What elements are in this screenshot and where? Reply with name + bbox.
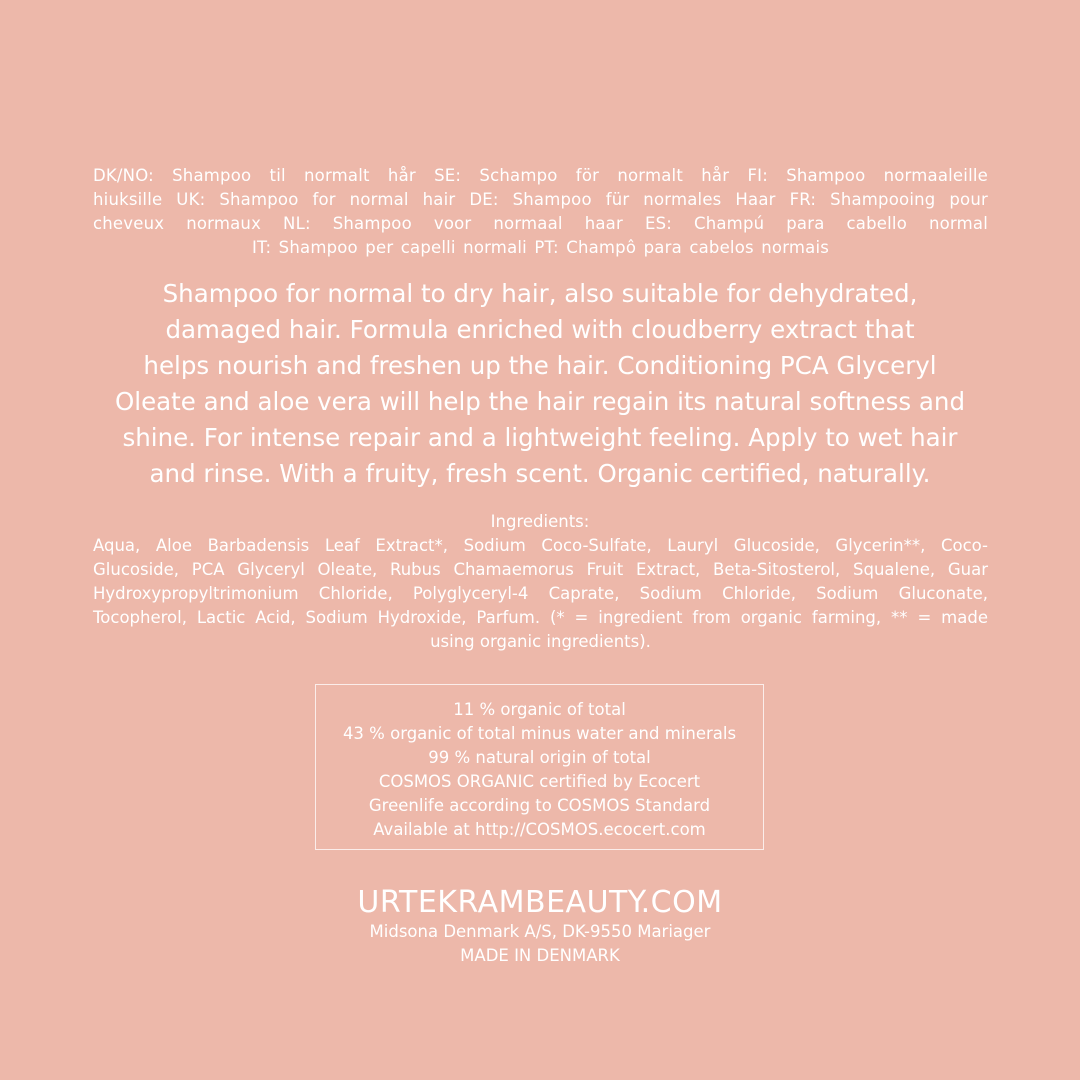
translation-line: cheveux normaux NL: Shampoo voor normaal haar ES: Champú para cabello normal — [93, 214, 988, 233]
certification-line: Greenlife according to COSMOS Standard — [368, 796, 711, 815]
certification-line: 99 % natural origin of total — [428, 748, 651, 767]
ingredients-line: using organic ingredients). — [430, 632, 651, 651]
certification-line: Available at http://COSMOS.ecocert.com — [373, 820, 706, 839]
country-of-origin: MADE IN DENMARK — [460, 946, 620, 965]
company-address: Midsona Denmark A/S, DK-9550 Mariager — [369, 922, 711, 941]
certification-text — [316, 698, 763, 842]
description-line: Shampoo for normal to dry hair, also suitable for dehydrated, — [162, 279, 918, 308]
description-line: and rinse. With a fruity, fresh scent. Organic certified, naturally. — [149, 459, 931, 488]
certification-line: 43 % organic of total minus water and minerals — [342, 724, 737, 743]
translation-line: IT: Shampoo per capelli normali PT: Champô para cabelos normais — [251, 238, 830, 257]
translation-line: DK/NO: Shampoo til normalt hår SE: Schampo för normalt hår FI: Shampoo normaaleille — [93, 166, 988, 185]
description-line: Oleate and aloe vera will help the hair regain its natural softness and — [114, 387, 966, 416]
description-line: damaged hair. Formula enriched with cloudberry extract that — [165, 315, 915, 344]
product-name-translations — [93, 164, 988, 260]
certification-box — [315, 684, 764, 850]
description-line: helps nourish and freshen up the hair. Conditioning PCA Glyceryl — [143, 351, 937, 380]
product-description — [80, 276, 1000, 492]
ingredients-line: Aqua, Aloe Barbadensis Leaf Extract*, Sodium Coco-Sulfate, Lauryl Glucoside, Glycerin**, Coco- — [93, 536, 988, 555]
certification-line: COSMOS ORGANIC certified by Ecocert — [378, 772, 701, 791]
translation-line: hiuksille UK: Shampoo for normal hair DE: Shampoo für normales Haar FR: Shampooing pour — [93, 190, 988, 209]
website-url: URTEKRAMBEAUTY.COM — [357, 885, 723, 920]
ingredients-line: Tocopherol, Lactic Acid, Sodium Hydroxide, Parfum. (* = ingredient from organic farming, ** = made — [93, 608, 988, 627]
ingredients-line: Hydroxypropyltrimonium Chloride, Polyglyceryl-4 Caprate, Sodium Chloride, Sodium Gluconate, — [93, 584, 988, 603]
description-line: shine. For intense repair and a lightweight feeling. Apply to wet hair — [122, 423, 958, 452]
ingredients-heading: Ingredients: — [490, 512, 590, 531]
ingredients-list — [93, 534, 988, 654]
certification-line: 11 % organic of total — [453, 700, 626, 719]
ingredients-line: Glucoside, PCA Glyceryl Oleate, Rubus Chamaemorus Fruit Extract, Beta-Sitosterol, Squalene, Guar — [93, 560, 988, 579]
